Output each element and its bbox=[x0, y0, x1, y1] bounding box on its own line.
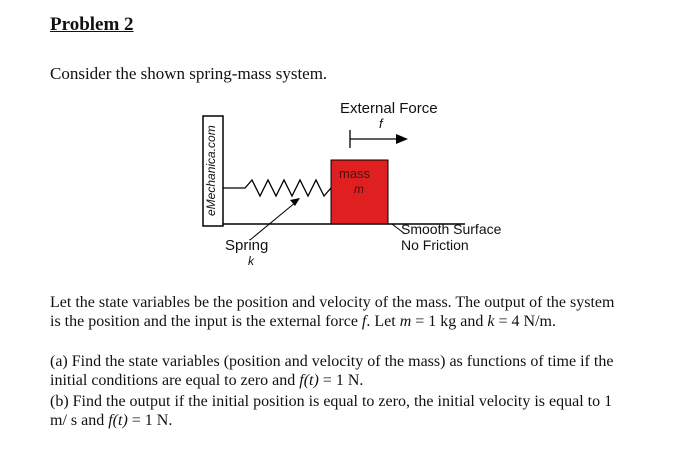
paragraph1-line1: Let the state variables be the position and velocity of the mass. The output of the system bbox=[50, 294, 615, 311]
spring-mass-figure bbox=[200, 96, 530, 276]
watermark-text: eMechanica.com bbox=[204, 125, 218, 216]
problem-heading: Problem 2 bbox=[50, 14, 134, 35]
part-a-line2: initial conditions are equal to zero and f(t) = 1 N. bbox=[50, 372, 364, 389]
surface-label-line1: Smooth Surface bbox=[401, 221, 502, 237]
spring-pointer-head bbox=[290, 198, 300, 206]
spring-coil bbox=[223, 180, 331, 196]
spring-label: Spring bbox=[225, 237, 269, 254]
mass-symbol: m bbox=[354, 182, 364, 196]
part-a-line1: (a) Find the state variables (position and velocity of the mass) as functions of time if the bbox=[50, 353, 614, 370]
spring-symbol: k bbox=[248, 254, 254, 268]
part-b-line1: (b) Find the output if the initial position is equal to zero, the initial velocity is equal to 1 bbox=[50, 393, 613, 410]
part-b-line2: m/ s and f(t) = 1 N. bbox=[50, 412, 173, 429]
state-variables-paragraph bbox=[50, 293, 680, 331]
spring-pointer-line bbox=[250, 202, 296, 240]
external-force-label: External Force bbox=[340, 100, 438, 117]
force-symbol: f bbox=[379, 116, 383, 131]
part-a-question bbox=[50, 352, 680, 390]
intro-text: Consider the shown spring-mass system. bbox=[50, 64, 328, 83]
paragraph1-line2: is the position and the input is the external force f. Let m = 1 kg and k = 4 N/m. bbox=[50, 313, 556, 330]
force-arrow-head bbox=[396, 134, 408, 144]
mass-label: mass bbox=[339, 166, 371, 181]
part-b-question bbox=[50, 392, 680, 430]
surface-label-line2: No Friction bbox=[401, 237, 469, 253]
